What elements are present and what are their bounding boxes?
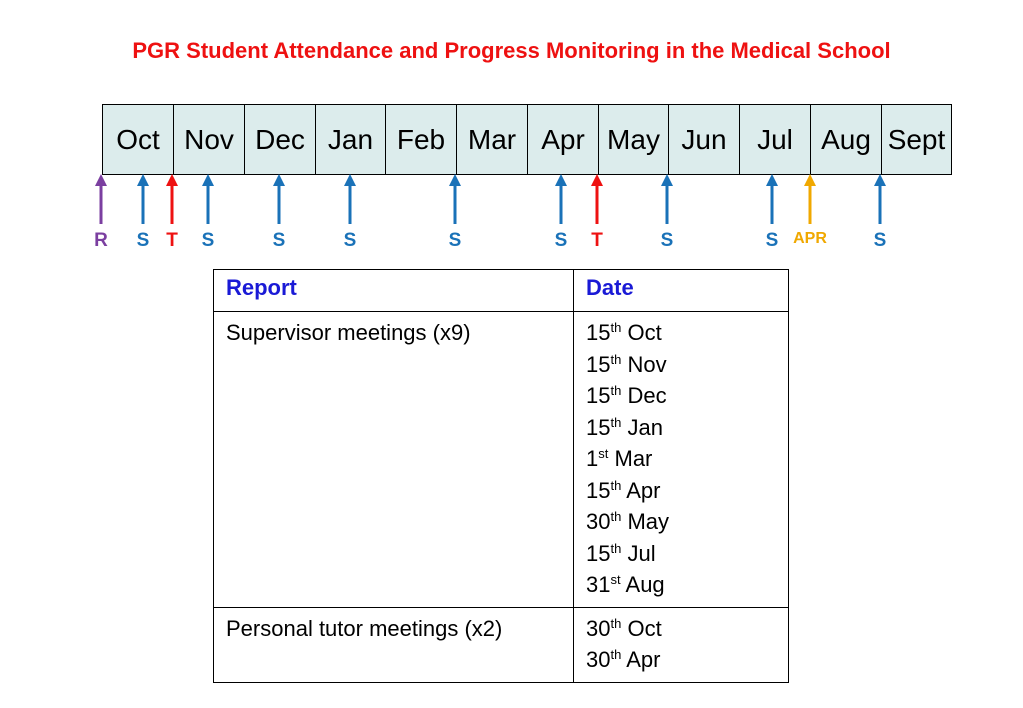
page-title: PGR Student Attendance and Progress Monitoring in the Medical School <box>132 38 891 63</box>
marker-s <box>449 174 462 251</box>
date-suffix: th <box>610 540 622 556</box>
arrow-up-icon <box>166 174 178 186</box>
marker-s <box>202 174 215 251</box>
marker-label: R <box>94 230 108 251</box>
timeline-markers <box>0 0 1023 260</box>
marker-label: S <box>660 230 674 251</box>
table-row <box>214 312 789 608</box>
date-suffix: st <box>610 572 621 587</box>
date-day: 15 <box>586 477 611 503</box>
table-row <box>214 607 789 682</box>
month-cell: Oct <box>103 105 174 174</box>
date-month: Aug <box>625 572 665 597</box>
date-month: Apr <box>626 477 661 503</box>
date-entry <box>586 644 776 676</box>
date-suffix: th <box>610 509 622 524</box>
date-entry <box>586 569 776 601</box>
date-day: 31 <box>586 572 611 597</box>
marker-label: S <box>272 230 286 251</box>
date-entry <box>586 613 776 645</box>
arrow-up-icon <box>591 174 603 186</box>
month-cell: Nov <box>174 105 245 174</box>
date-month: Mar <box>614 446 653 471</box>
report-name: Personal tutor meetings (x2) <box>226 615 503 641</box>
arrow-up-icon <box>202 174 214 186</box>
month-cell: Jan <box>316 105 386 174</box>
date-suffix: th <box>610 647 622 662</box>
date-month: Apr <box>626 647 661 672</box>
report-table <box>213 269 789 683</box>
month-cell: Sept <box>882 105 952 174</box>
marker-label: S <box>201 230 215 251</box>
date-suffix: th <box>610 615 622 631</box>
date-entry <box>586 538 776 570</box>
arrow-up-icon <box>804 174 816 186</box>
date-month: Jul <box>627 540 656 566</box>
date-suffix: th <box>610 320 622 335</box>
arrow-up-icon <box>273 174 285 186</box>
report-cell <box>214 607 574 682</box>
report-name: Supervisor meetings (x9) <box>226 320 471 345</box>
date-suffix: th <box>610 351 622 367</box>
marker-r <box>94 174 108 251</box>
month-cell: Apr <box>528 105 599 174</box>
date-month: May <box>627 509 670 534</box>
date-entry <box>586 506 776 538</box>
month-cell: Mar <box>457 105 528 174</box>
date-entry <box>586 412 776 444</box>
date-suffix: th <box>610 414 622 430</box>
marker-t <box>166 174 178 251</box>
marker-s <box>344 174 357 251</box>
arrow-up-icon <box>661 174 673 186</box>
date-day: 15 <box>586 351 611 377</box>
date-month: Oct <box>627 320 662 345</box>
marker-label: T <box>591 230 603 251</box>
arrow-up-icon <box>95 174 107 186</box>
date-suffix: th <box>610 477 622 493</box>
arrow-up-icon <box>874 174 886 186</box>
date-day: 30 <box>586 615 611 641</box>
date-day: 15 <box>586 414 611 440</box>
month-cell: Jul <box>740 105 811 174</box>
date-month: Nov <box>627 351 667 377</box>
marker-s <box>555 174 568 251</box>
table-header-row <box>214 270 789 312</box>
month-cell: Dec <box>245 105 316 174</box>
marker-s <box>273 174 286 251</box>
date-day: 30 <box>586 509 611 534</box>
marker-s <box>661 174 674 251</box>
date-entry <box>586 443 776 475</box>
arrow-up-icon <box>137 174 149 186</box>
date-header: Date <box>574 270 789 312</box>
marker-s <box>874 174 887 251</box>
date-cell <box>574 607 789 682</box>
date-entry <box>586 475 776 507</box>
marker-label: S <box>343 230 357 251</box>
marker-label: T <box>166 230 178 251</box>
marker-label: S <box>448 230 462 251</box>
marker-apr <box>793 174 827 247</box>
report-cell <box>214 312 574 608</box>
arrow-up-icon <box>766 174 778 186</box>
date-day: 30 <box>586 647 611 672</box>
report-header: Report <box>214 270 574 312</box>
month-cell: May <box>599 105 669 174</box>
date-day: 15 <box>586 320 611 345</box>
date-entry <box>586 349 776 381</box>
date-day: 15 <box>586 383 611 408</box>
marker-label: APR <box>793 230 827 247</box>
date-entry <box>586 317 776 349</box>
date-month: Oct <box>627 615 662 641</box>
month-cell: Jun <box>669 105 740 174</box>
marker-label: S <box>765 230 779 251</box>
date-day: 1 <box>586 446 599 471</box>
marker-s <box>137 174 150 251</box>
marker-label: S <box>136 230 150 251</box>
month-cell: Aug <box>811 105 882 174</box>
month-cell: Feb <box>386 105 457 174</box>
date-suffix: st <box>598 446 609 461</box>
date-day: 15 <box>586 540 611 566</box>
marker-s <box>766 174 779 251</box>
date-cell <box>574 312 789 608</box>
marker-t <box>591 174 603 251</box>
date-month: Dec <box>627 383 667 408</box>
date-suffix: th <box>610 383 622 398</box>
marker-label: S <box>554 230 568 251</box>
date-month: Jan <box>627 414 663 440</box>
arrow-up-icon <box>344 174 356 186</box>
marker-label: S <box>873 230 887 251</box>
arrow-up-icon <box>555 174 567 186</box>
arrow-up-icon <box>449 174 461 186</box>
date-entry <box>586 380 776 412</box>
